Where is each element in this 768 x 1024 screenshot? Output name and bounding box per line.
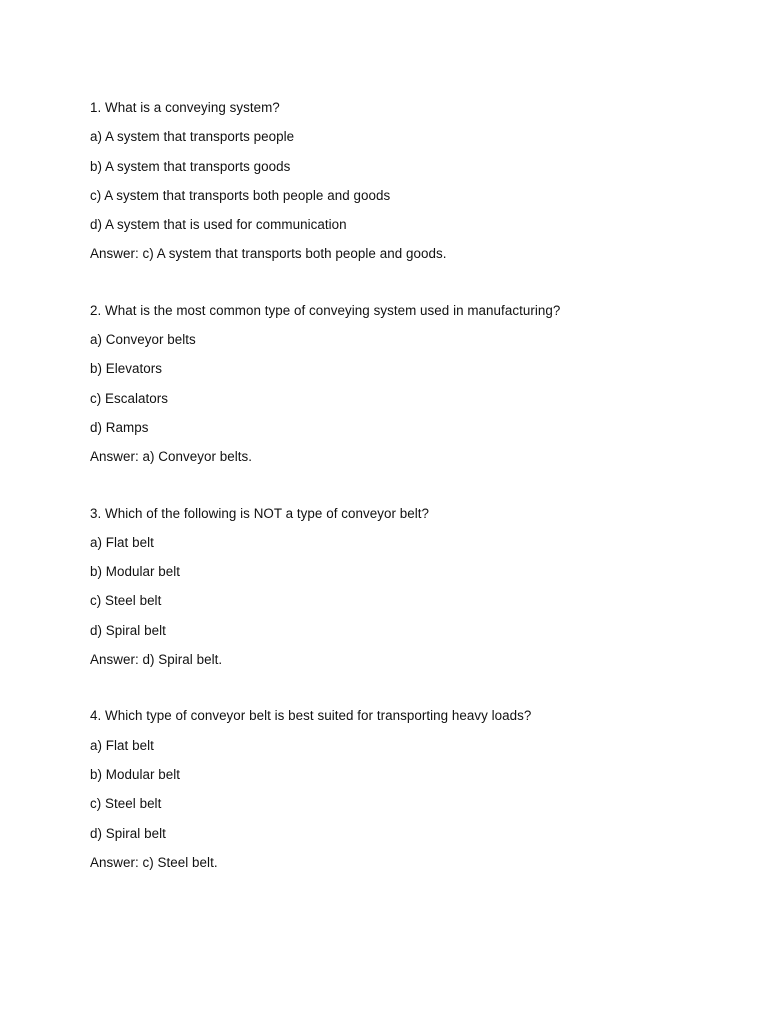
option-b: b) Modular belt [90,766,181,782]
option-a: a) Conveyor belts [90,332,196,348]
option-c: c) Escalators [90,390,169,406]
answer-text: Answer: a) Conveyor belts. [90,449,253,465]
option-a: a) Flat belt [90,737,154,753]
document-page [90,93,730,904]
question-block-4 [90,701,730,877]
answer-text: Answer: d) Spiral belt. [90,652,223,668]
option-b: b) Modular belt [90,564,181,580]
answer-text: Answer: c) Steel belt. [90,854,218,870]
option-b: b) A system that transports goods [90,158,291,174]
option-a: a) A system that transports people [90,129,295,145]
question-block-2 [90,296,730,472]
question-block-3 [90,499,730,675]
option-d: d) Spiral belt [90,622,166,638]
option-c: c) Steel belt [90,593,162,609]
question-text: 2. What is the most common type of conveying system used in manufacturing? [90,302,561,318]
option-b: b) Elevators [90,361,163,377]
option-d: d) A system that is used for communication [90,217,347,233]
option-c: c) A system that transports both people and goods [90,187,391,203]
question-text: 3. Which of the following is NOT a type of conveyor belt? [90,505,430,521]
question-text: 4. Which type of conveyor belt is best suited for transporting heavy loads? [90,708,532,724]
question-block-1 [90,93,730,269]
option-c: c) Steel belt [90,796,162,812]
option-d: d) Ramps [90,419,149,435]
option-d: d) Spiral belt [90,825,166,841]
option-a: a) Flat belt [90,534,154,550]
question-text: 1. What is a conveying system? [90,100,280,115]
answer-text: Answer: c) A system that transports both people and goods. [90,246,447,262]
